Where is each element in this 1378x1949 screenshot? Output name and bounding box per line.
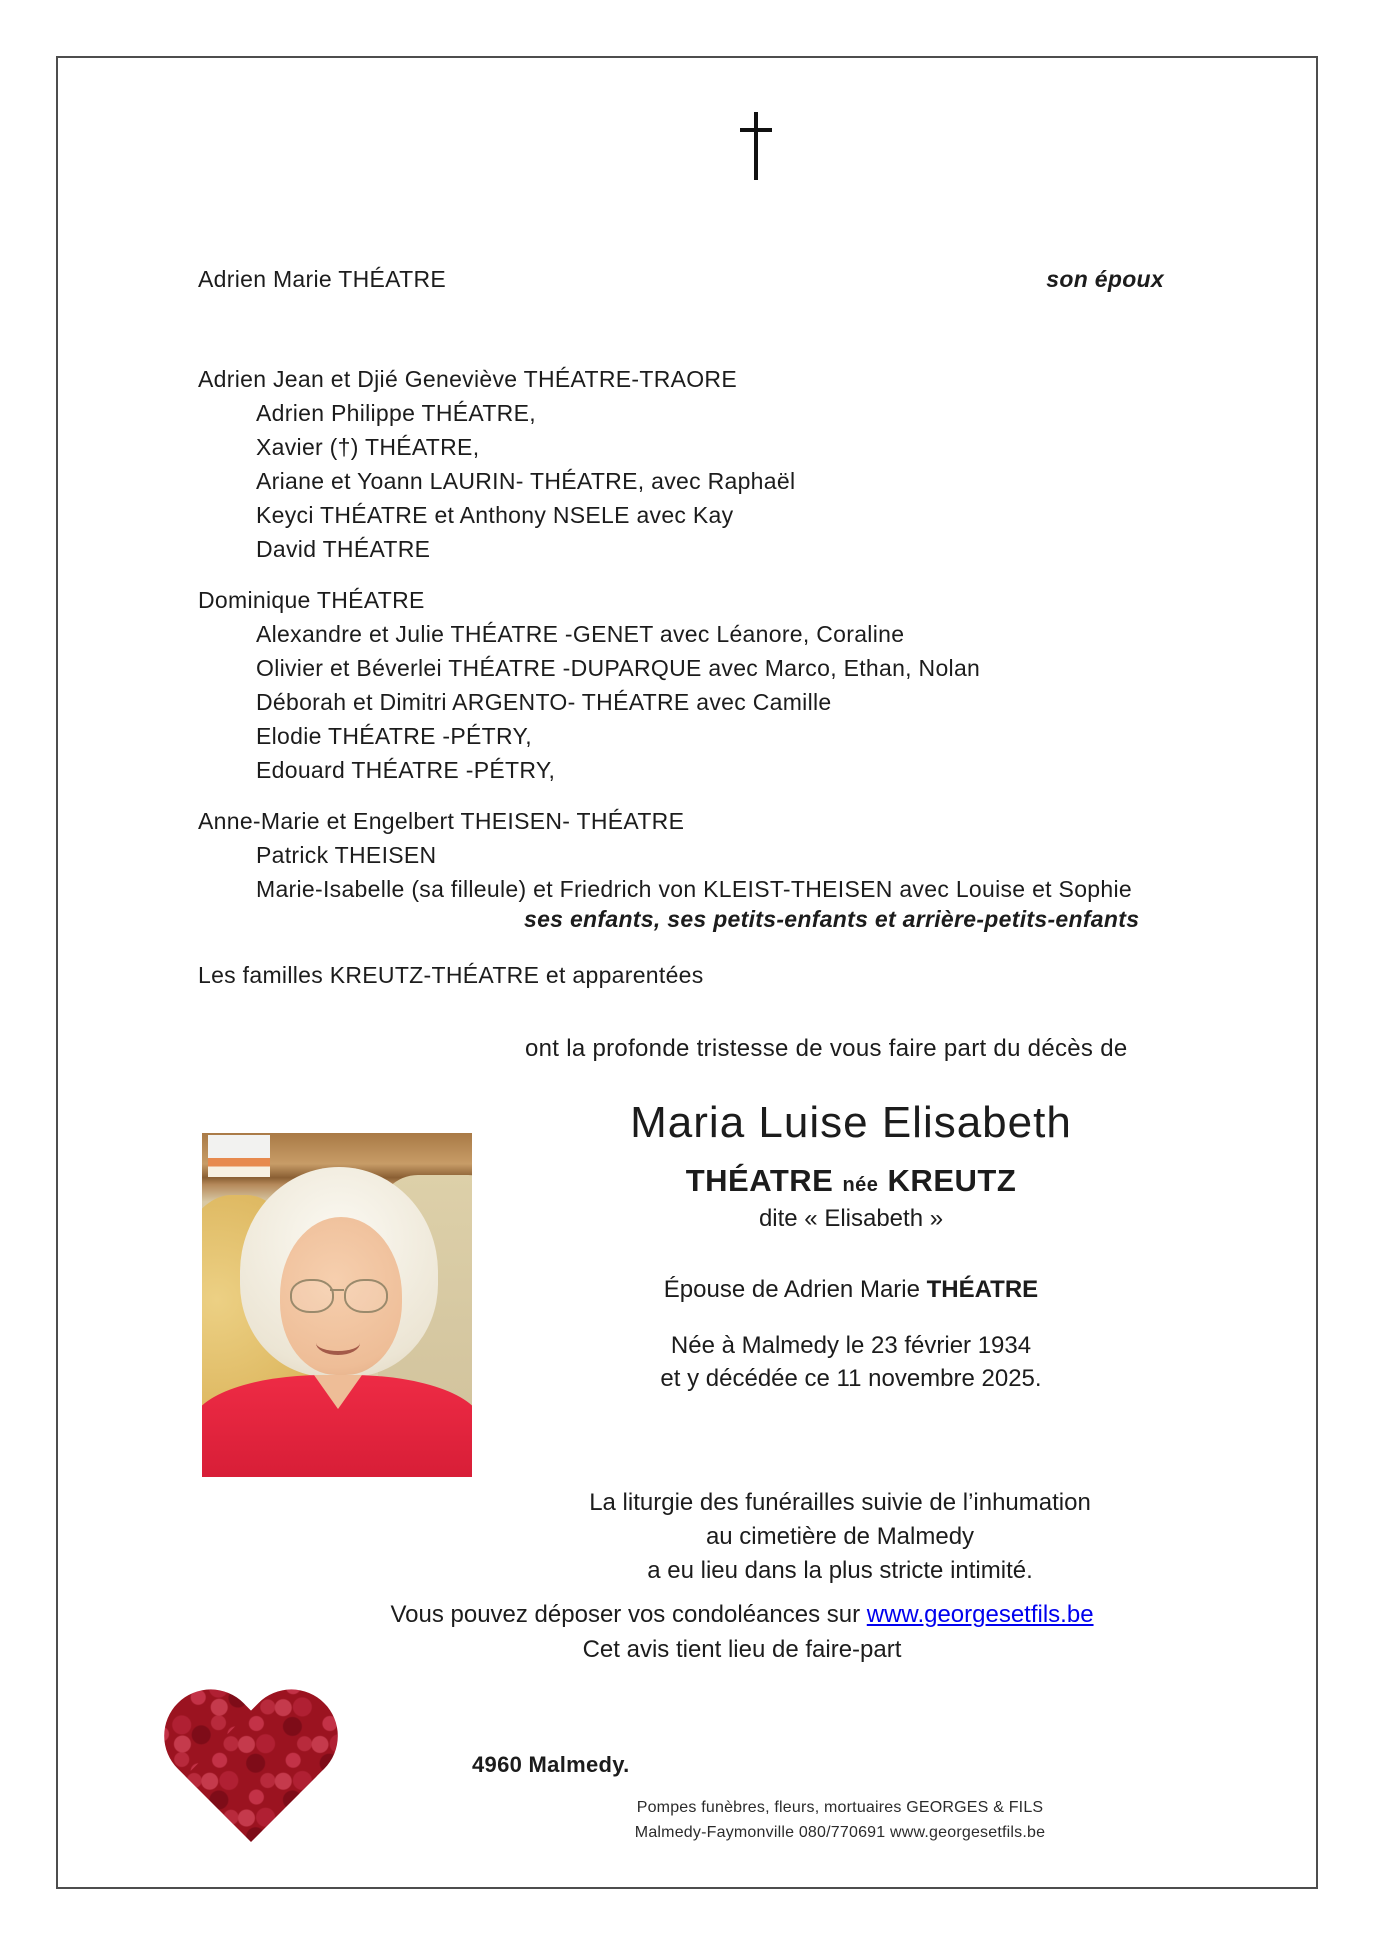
mourner-line: Alexandre et Julie THÉATRE -GENET avec Léanore, Coraline (256, 621, 905, 647)
husband-name: Adrien Marie THÉATRE (198, 266, 446, 292)
funeral-home-footer (545, 1795, 1135, 1845)
family-groups (198, 362, 1132, 923)
extended-families-line: Les familles KREUTZ-THÉATRE et apparentées (198, 962, 704, 988)
glasses-right-lens (344, 1279, 388, 1313)
glasses-bridge (330, 1289, 344, 1291)
deceased-surname-line (486, 1163, 1216, 1199)
mourner-line: Ariane et Yoann LAURIN- THÉATRE, avec Raphaël (256, 468, 796, 494)
mourner-line: Déborah et Dimitri ARGENTO- THÉATRE avec Camille (256, 689, 832, 715)
funeral-line: a eu lieu dans la plus stricte intimité. (647, 1557, 1033, 1584)
spouse-line (486, 1276, 1216, 1304)
spouse-surname: THÉATRE (926, 1276, 1039, 1303)
funeral-line: La liturgie des funérailles suivie de l’inhumation (589, 1489, 1091, 1516)
mourner-line: Anne-Marie et Engelbert THEISEN- THÉATRE (198, 808, 685, 834)
children-relation-line: ses enfants, ses petits-enfants et arrière-petits-enfants (524, 906, 1140, 932)
mourner-line: Dominique THÉATRE (198, 587, 425, 613)
condolences-prefix: Vous pouvez déposer vos condoléances sur (390, 1601, 867, 1628)
notice-line: Cet avis tient lieu de faire-part (582, 1636, 902, 1663)
mourner-line: Marie-Isabelle (sa filleule) et Friedrich von KLEIST-THEISEN avec Louise et Sophie (256, 876, 1132, 902)
funeral-line: au cimetière de Malmedy (705, 1523, 975, 1550)
mourner-line: Olivier et Béverlei THÉATRE -DUPARQUE avec Marco, Ethan, Nolan (256, 655, 981, 681)
mourner-line: David THÉATRE (256, 536, 431, 562)
funeral-home-line2: Malmedy-Faymonville 080/770691 www.georgesetfils.be (634, 1824, 1046, 1841)
announcement-line: ont la profonde tristesse de vous faire part du décès de (525, 1035, 1128, 1062)
shelf-papers (208, 1135, 270, 1177)
portrait-smile (316, 1331, 360, 1355)
city-line: 4960 Malmedy. (472, 1752, 630, 1777)
mourner-line: Xavier (†) THÉATRE, (256, 434, 480, 460)
spouse-prefix: Épouse de Adrien Marie (663, 1276, 927, 1303)
husband-row (198, 262, 1164, 296)
portrait-photo (202, 1133, 472, 1477)
cross-icon (740, 112, 772, 180)
funeral-block (475, 1486, 1205, 1588)
family-group-1 (198, 362, 1132, 566)
condolences-website-link[interactable]: www.georgesetfils.be (866, 1601, 1094, 1628)
deceased-surname: THÉATRE (685, 1163, 834, 1198)
mourner-line: Adrien Jean et Djié Geneviève THÉATRE-TRAORE (198, 366, 737, 392)
death-line: et y décédée ce 11 novembre 2025. (660, 1365, 1042, 1392)
roses-heart-image (158, 1680, 344, 1880)
known-as-line: dite « Elisabeth » (758, 1205, 944, 1232)
mourner-line: Patrick THEISEN (256, 842, 437, 868)
husband-relation-label: son époux (1046, 266, 1164, 292)
mourner-line: Edouard THÉATRE -PÉTRY, (256, 757, 556, 783)
deceased-maiden-name: KREUTZ (887, 1163, 1017, 1198)
deceased-first-names: Maria Luise Elisabeth (630, 1098, 1072, 1147)
family-group-2 (198, 583, 1132, 787)
mourner-line: Adrien Philippe THÉATRE, (256, 400, 536, 426)
mourner-line: Elodie THÉATRE -PÉTRY, (256, 723, 532, 749)
family-group-3 (198, 804, 1132, 906)
funeral-home-line1: Pompes funèbres, fleurs, mortuaires GEORGES & FILS (636, 1799, 1044, 1816)
mourner-line: Keyci THÉATRE et Anthony NSELE avec Kay (256, 502, 734, 528)
nee-label: née (842, 1174, 879, 1196)
glasses-left-lens (290, 1279, 334, 1313)
condolences-line (377, 1601, 1107, 1629)
birth-line: Née à Malmedy le 23 février 1934 (670, 1332, 1032, 1359)
